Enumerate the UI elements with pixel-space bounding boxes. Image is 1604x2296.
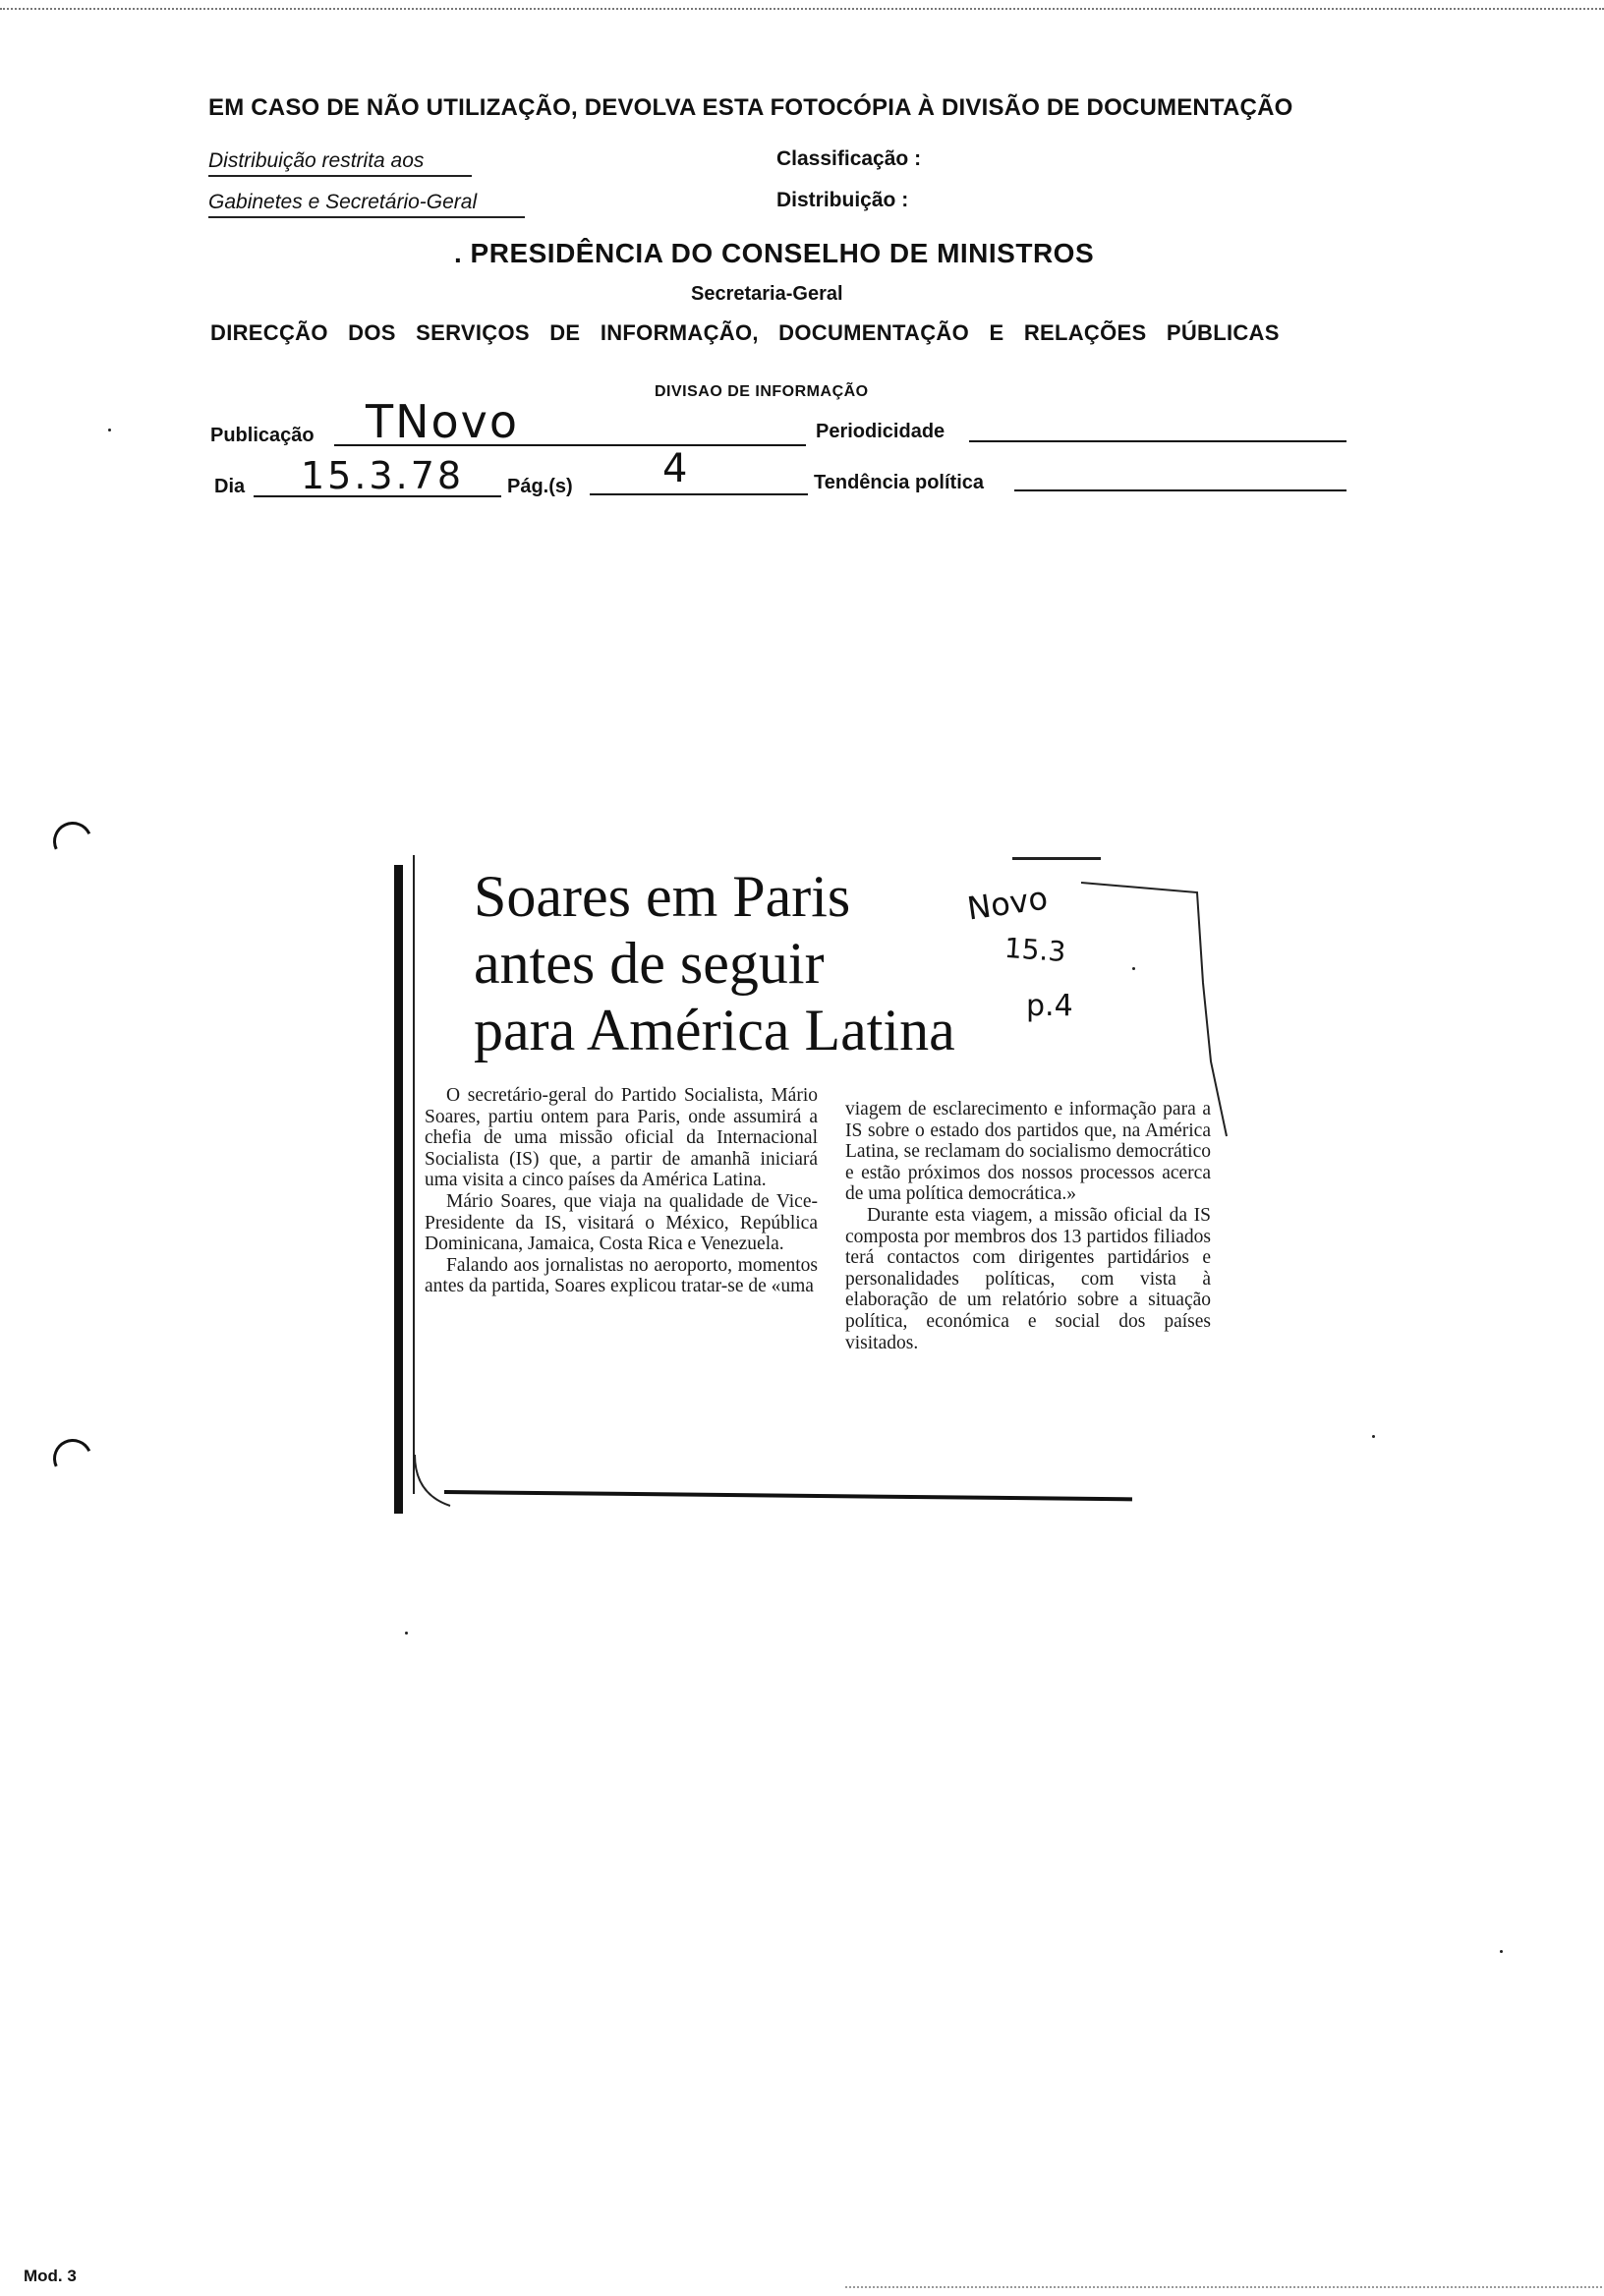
periodicidade-line: [969, 440, 1346, 442]
punch-hole-top: [47, 816, 97, 866]
clipping-top-rule: [1012, 857, 1101, 860]
scan-edge-bottom: [845, 2286, 1602, 2288]
speck: [1372, 1435, 1375, 1438]
annotation-page: p.4: [1026, 989, 1073, 1023]
speck: [405, 1632, 408, 1635]
tendencia-label: Tendência política: [814, 472, 984, 493]
column1-paragraph-3: Falando aos jornalistas no aeroporto, momentos antes da partida, Soares explicou tratar-se de «uma: [425, 1254, 818, 1297]
annotation-publication: Novo: [964, 879, 1051, 928]
clipping-bottom-rule: [444, 1490, 1132, 1501]
speck: [1500, 1950, 1503, 1953]
distribution-underline-2: [208, 216, 525, 218]
return-notice: EM CASO DE NÃO UTILIZAÇÃO, DEVOLVA ESTA FOTOCÓPIA À DIVISÃO DE DOCUMENTAÇÃO: [208, 94, 1293, 121]
scan-edge-top: [0, 8, 1604, 10]
distribution-restriction-line2: Gabinetes e Secretário-Geral: [208, 191, 478, 213]
column1-paragraph-1: O secretário-geral do Partido Socialista, Mário Soares, partiu ontem para Paris, onde assumirá a chefia de uma missão oficial da Internacional Socialista (IS) que, a partir de amanhã iniciará uma visita a cinco países da América Latina.: [425, 1085, 818, 1191]
dia-handwritten: 15.3.78: [301, 454, 465, 497]
article-column-2: [845, 1099, 1211, 1353]
speck: [1132, 967, 1135, 970]
headline-line-2: antes de seguir: [474, 931, 825, 996]
division-title: DIVISAO DE INFORMAÇÃO: [655, 383, 869, 400]
headline-line-3: para América Latina: [474, 998, 955, 1062]
classificacao-label: Classificação :: [776, 147, 922, 170]
speck: [108, 429, 111, 431]
clipping-corner-curve: [411, 1455, 470, 1514]
secretariat-title: Secretaria-Geral: [691, 283, 843, 305]
column2-paragraph-2: Durante esta viagem, a missão oficial da IS composta por membros dos 13 partidos filiados terá contactos com dirigentes partidários e personalidades políticas, com vista à elaboração de um relatório sobre a situação política, económica e social dos países visitados.: [845, 1204, 1211, 1353]
pags-label: Pág.(s): [507, 476, 573, 497]
clipping-left-bar: [394, 865, 403, 1514]
periodicidade-label: Periodicidade: [816, 421, 945, 442]
institution-title: . PRESIDÊNCIA DO CONSELHO DE MINISTROS: [454, 238, 1095, 268]
punch-hole-bottom: [47, 1433, 97, 1483]
distribution-restriction-line1: Distribuição restrita aos: [208, 149, 425, 172]
annotation-date: 15.3: [1002, 931, 1067, 969]
column1-paragraph-2: Mário Soares, que viaja na qualidade de Vice-Presidente da IS, visitará o México, República Dominicana, Jamaica, Costa Rica e Venezuela.: [425, 1190, 818, 1255]
dia-label: Dia: [214, 476, 246, 497]
tendencia-line: [1014, 489, 1346, 491]
pags-handwritten: 4: [662, 446, 688, 491]
pags-line: [590, 493, 808, 495]
publicacao-label: Publicação: [210, 425, 315, 446]
clipping-left-edge: [413, 855, 415, 1494]
distribuicao-label: Distribuição :: [776, 189, 909, 211]
directorate-title: DIRECÇÃO DOS SERVIÇOS DE INFORMAÇÃO, DOCUMENTAÇÃO E RELAÇÕES PÚBLICAS: [210, 320, 1280, 345]
headline-line-1: Soares em Paris: [474, 864, 851, 929]
publicacao-handwritten: TNovo: [366, 395, 520, 448]
distribution-underline-1: [208, 175, 472, 177]
form-model-number: Mod. 3: [24, 2267, 77, 2285]
article-column-1: [425, 1085, 818, 1297]
column2-paragraph-1: viagem de esclarecimento e informação para a IS sobre o estado dos partidos que, na América Latina, se reclamam do socialismo democrático e estão próximos dos nossos processos acerca de uma política democrática.»: [845, 1099, 1211, 1205]
